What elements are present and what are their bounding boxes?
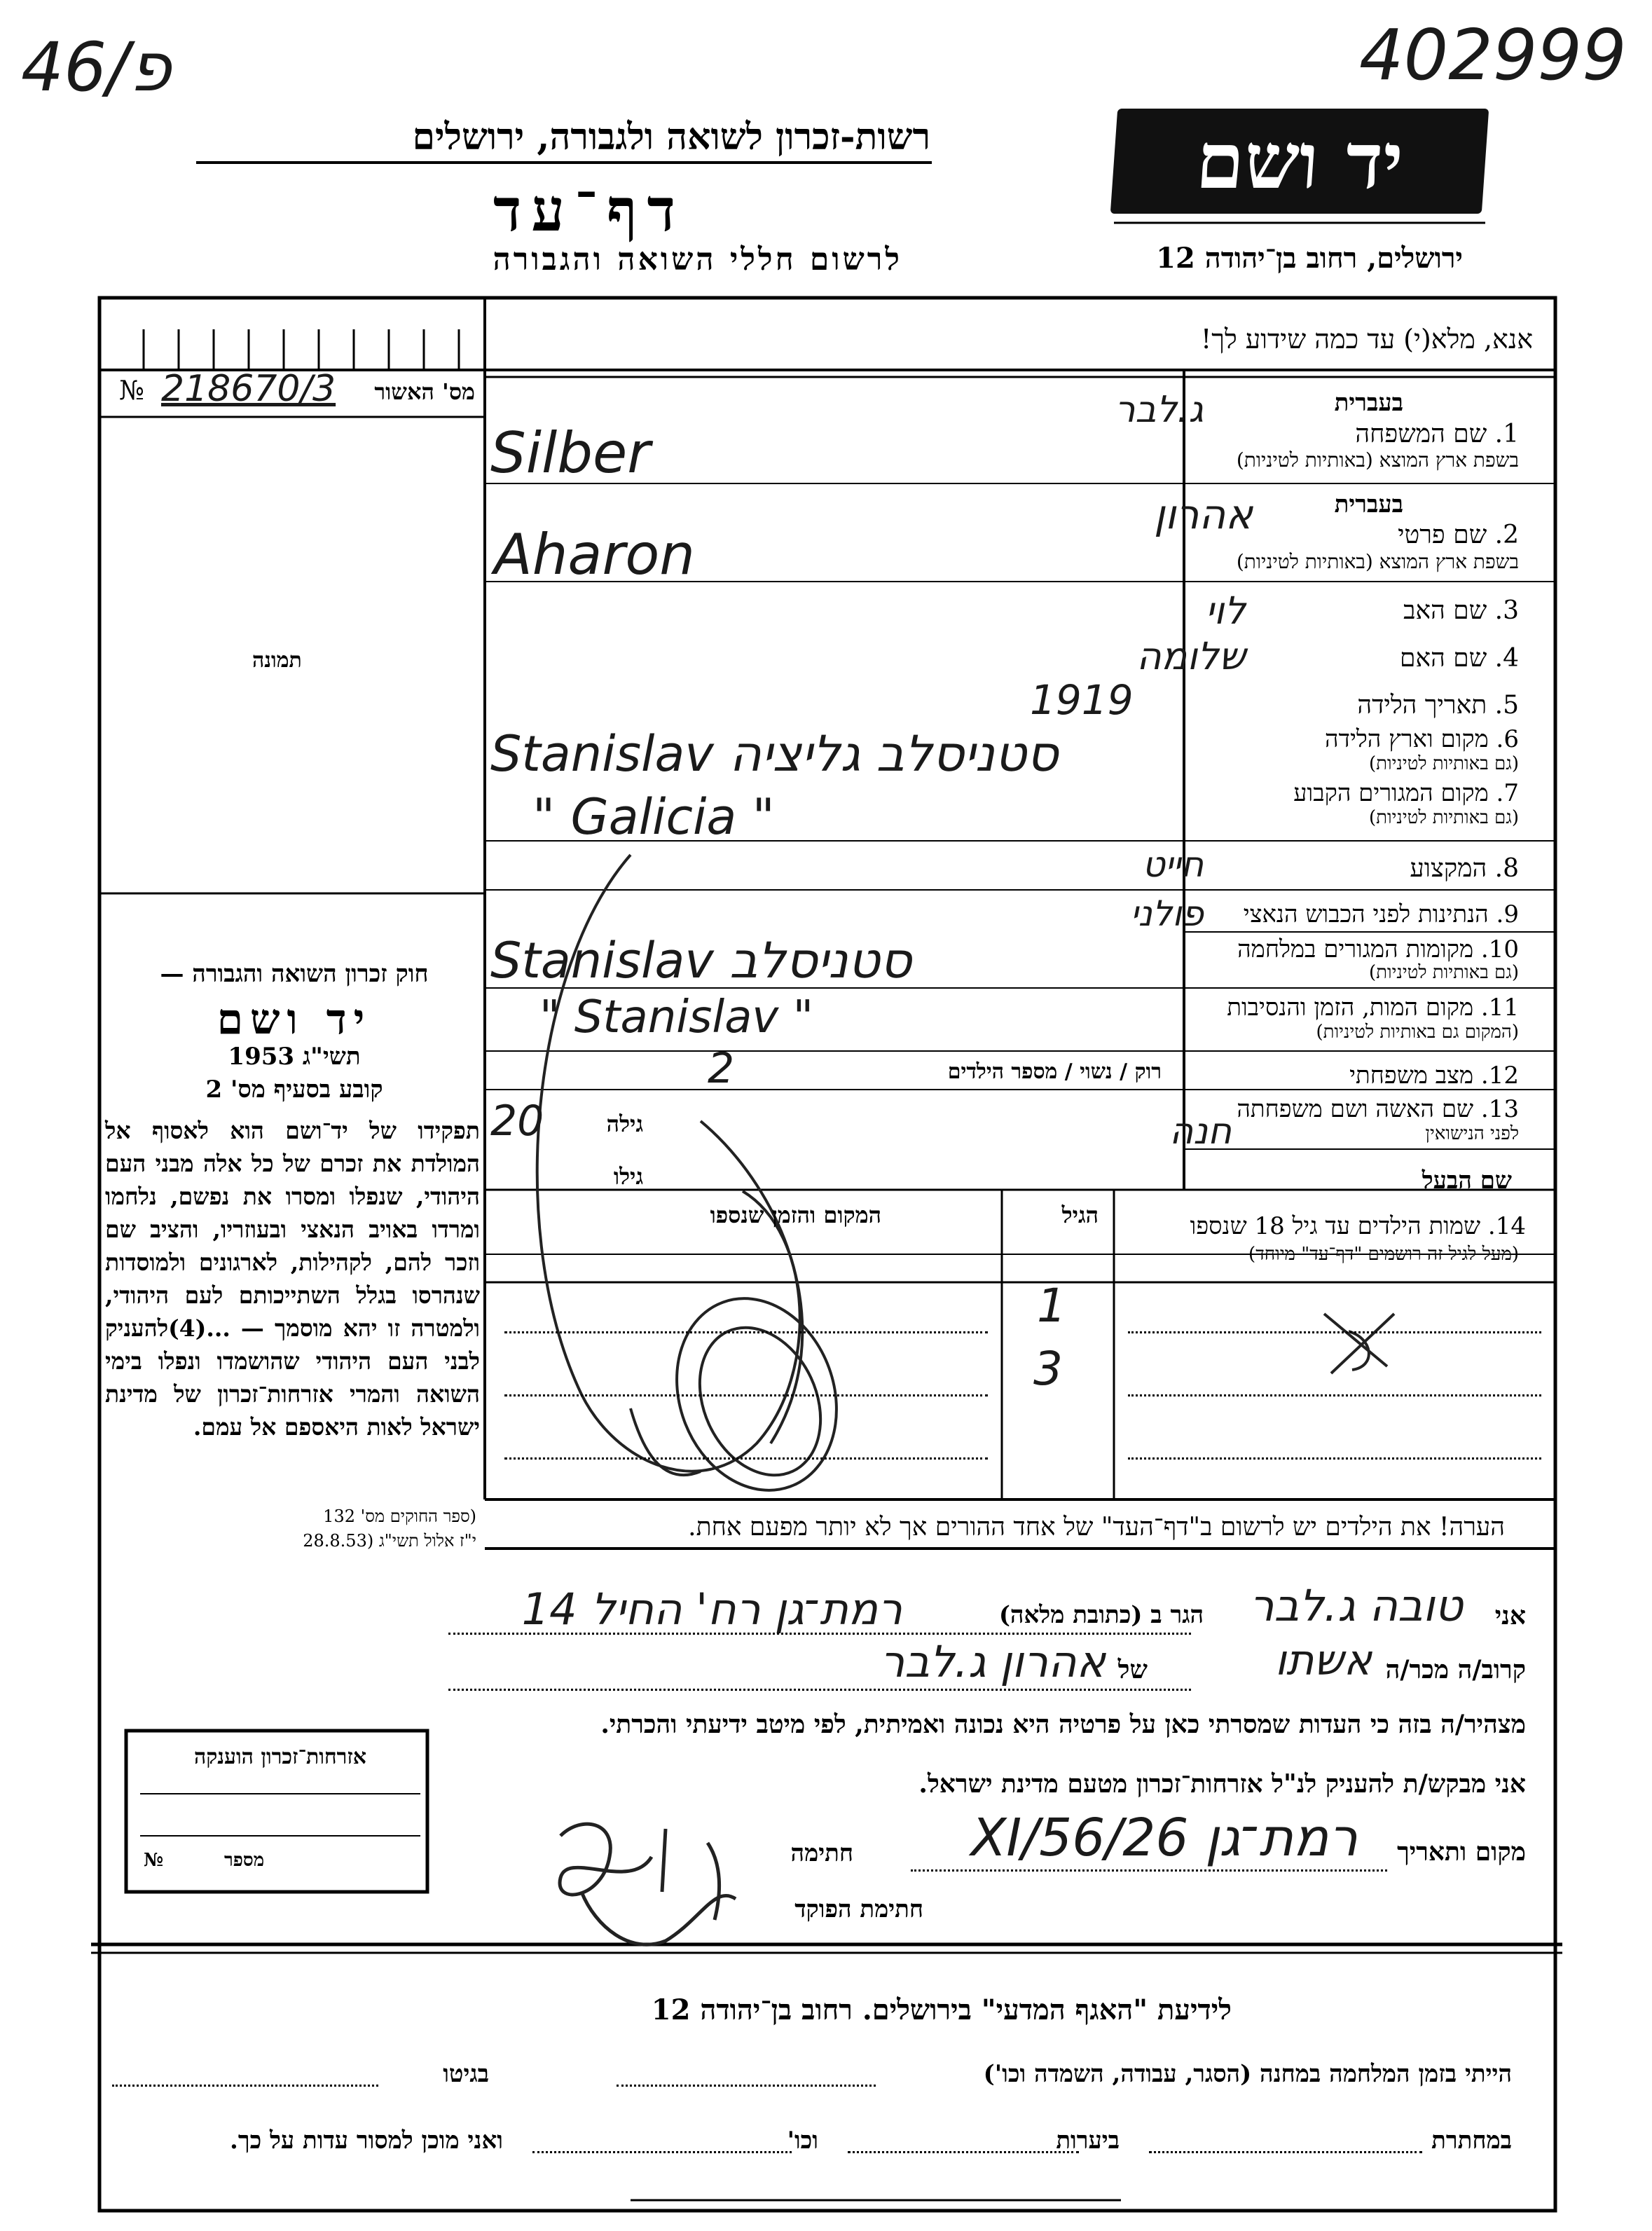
birthplace[interactable]: Stanislav סטניסלב גליציה [490, 725, 1059, 783]
field-1-text: שם המשפחה [1355, 420, 1487, 448]
decl-line [448, 1633, 1191, 1635]
field-11-num: 11. [1480, 994, 1519, 1022]
field-12-text: מצב משפחתי [1349, 1062, 1474, 1090]
death-place[interactable]: " Stanislav " [539, 991, 814, 1043]
field-10-sub: (גם באותיות לטיניות) [1368, 962, 1519, 983]
instruction: אנא, מלא(י) עד כמה שידוע לך! [1201, 324, 1533, 355]
footer-line2-c: וכו' [787, 2127, 818, 2155]
signature-label: חתימה [790, 1839, 853, 1867]
logo-text: יד ושם [1193, 116, 1406, 206]
note: הערה! את הילדים יש לרשום ב"דף־העד" של אחד ההורים אך לא יותר מפעם אחת. [688, 1513, 1505, 1542]
page-subtitle: לרשום חללי השואה והגבורה [493, 242, 902, 277]
decl-request: אני מבקש/ת להעניק לנ"ל אזרחות־זכרון מטעם מדינת ישראל. [918, 1769, 1526, 1799]
wife-name[interactable]: חנה [1169, 1111, 1232, 1153]
field-5-num: 5. [1494, 691, 1519, 720]
footer-line [112, 2085, 378, 2087]
residence[interactable]: " Galicia " [532, 788, 775, 846]
children-header: 14. שמות הילדים עד גיל 18 שנספו [1190, 1212, 1526, 1240]
firstname-latin[interactable]: Aharon [494, 522, 695, 587]
field-12-label [1349, 1062, 1519, 1090]
field-2-lang: בעברית [1334, 490, 1403, 519]
child-2-age[interactable]: 3 [1033, 1342, 1063, 1396]
field-8-num: 8. [1494, 854, 1519, 883]
field-2-label [1398, 520, 1519, 549]
field-1-num: 1. [1494, 420, 1519, 448]
field-7-num: 7. [1496, 779, 1519, 807]
wartime-residence[interactable]: Stanislav סטניסלב [490, 932, 912, 989]
law-section: קובע בסעיף מס' 2 [205, 1076, 383, 1104]
field-4-text: שם האם [1400, 644, 1487, 673]
field-7-text: מקום המגורים הקבוע [1293, 779, 1489, 807]
field-6-num: 6. [1496, 725, 1519, 753]
footer-line [532, 2151, 792, 2153]
declarant-address[interactable]: רמת־גן רח' החיל 14 [521, 1584, 902, 1635]
field-12-num: 12. [1480, 1062, 1519, 1090]
surname-hebrew[interactable]: ג.לבר [1115, 389, 1204, 431]
page-title: דף־עד [493, 175, 685, 245]
footer-line2-a: במחתרת [1431, 2127, 1512, 2155]
children-age-col: הגיל [1061, 1202, 1099, 1228]
children-place-col: המקום והזמן שנספו [710, 1202, 881, 1228]
footer-heading: לידיעת "האגף המדעי" בירושלים. רחוב בן־יהודה 12 [651, 1993, 1232, 2026]
marital-options: רוק / נשוי / מספר הילדים [947, 1059, 1162, 1084]
law-year: תשי"ג 1953 [228, 1043, 361, 1071]
field-13-label [1237, 1095, 1519, 1123]
child-row-line [504, 1457, 988, 1460]
mother-name[interactable]: שלומה [1136, 634, 1246, 678]
field-11-sub: (המקום גם באותיות לטיניות) [1316, 1022, 1519, 1043]
address: ירושלים, רחוב בן־יהודה 12 [1156, 242, 1463, 275]
wife-age[interactable]: 20 [490, 1097, 544, 1146]
nationality[interactable]: פולני [1130, 893, 1204, 934]
firstname-hebrew[interactable]: אהרון [1153, 490, 1253, 538]
husband-age-label: גילו [613, 1163, 643, 1190]
field-7-sub: (גם באותיות לטיניות) [1368, 807, 1519, 828]
authority-name: רשות-זכרון לשואה ולגבורה, ירושלים [412, 116, 930, 158]
children-count[interactable]: 2 [708, 1044, 735, 1093]
field-11-text: מקום המות, הזמן והנסיבות [1227, 994, 1474, 1022]
field-9-num: 9. [1496, 900, 1519, 928]
surname-latin[interactable]: Silber [490, 420, 651, 486]
field-10-label [1237, 935, 1519, 963]
footer-line2-b: ביערות [1056, 2127, 1120, 2155]
law-ref: (ספר החוקים מס' 132 [323, 1506, 476, 1526]
child-row-line [1128, 1457, 1541, 1460]
field-2-sub: בשפת ארץ המוצא (באותיות לטיניות) [1236, 550, 1519, 573]
registration-number: 218670/3 [161, 368, 336, 410]
father-name[interactable]: לוי [1205, 589, 1246, 633]
field-2-num: 2. [1494, 521, 1519, 549]
law-heading: חוק זכרון השואה והגבורה — [160, 960, 429, 988]
yad-vashem-logo [1110, 109, 1489, 214]
place-date-label: מקום ותאריך [1397, 1837, 1526, 1867]
footer-line [617, 2085, 876, 2087]
field-3-text: שם האב [1403, 596, 1487, 625]
footer-line1-a: הייתי בזמן המלחמה במחנה (הסגר, עבודה, השמדה וכו') [983, 2060, 1512, 2088]
registration-label: מס' האשור [374, 378, 475, 405]
decl-relation-value[interactable]: אשתו [1274, 1636, 1372, 1685]
wife-age-label: גילה [606, 1111, 643, 1137]
field-6-text: מקום וארץ הלידה [1325, 725, 1489, 753]
field-3-num: 3. [1494, 596, 1519, 625]
field-8-text: המקצוע [1410, 854, 1487, 883]
footer-line2-d: ואני מוכן למסור עדות על כך. [230, 2127, 503, 2155]
law-ref-date: י"ז אלול תשי"ג (28.8.53 [303, 1531, 476, 1551]
official-signature-label: חתימת הפוקד [794, 1895, 923, 1923]
law-body: תפקידו של יד־ושם הוא לאסוף אל המולדת את זכרם של כל אלה מבני העם היהודי, שנפלו ומסרו את נפשם, נלחמו ומרדו באויב הנאצי ובעוזריו, והציב שם וזכר להם, לקהילות, לארגונים ולמוסדות שנהרסו בגלל השתייכותם לעם היהודי, ולמטרה זו יהא מוסמך — ...(4)להעניק לבני העם היהודי שהושמדו ונפלו בימי השואה והמרי אזרחות־זכרון של מדינת ישראל לאות היאספם אל עמם. [105, 1117, 480, 1441]
field-2-text: שם פרטי [1398, 521, 1487, 549]
children-header-sub: (מעל לגיל זה רושמים "דף־עד" מיוחד) [1248, 1244, 1519, 1265]
child-row-line [1128, 1394, 1541, 1396]
field-4-num: 4. [1494, 644, 1519, 673]
field-6-sub: (גם באותיות לטיניות) [1368, 753, 1519, 774]
law-name: יד ושם [216, 995, 372, 1044]
decl-certify: מצהיר/ה בזה כי העדות שמסרתי כאן על פרטיה היא נכונה ואמיתית, לפי מיטב ידיעתי והכרתי. [600, 1710, 1526, 1739]
field-5-text: תאריך הלידה [1357, 691, 1487, 720]
child-row-line [504, 1331, 988, 1333]
decl-line [911, 1869, 1387, 1872]
field-13-num: 13. [1480, 1095, 1519, 1123]
field-9-label [1244, 900, 1519, 928]
profession[interactable]: חייט [1142, 844, 1204, 885]
field-10-text: מקומות המגורים במלחמה [1237, 935, 1474, 963]
place-date-value[interactable]: רמת־גן 26/XI/56 [970, 1808, 1358, 1868]
field-1-lang: בעברית [1334, 389, 1403, 417]
field-6-label [1325, 725, 1519, 753]
decl-of-value[interactable]: אהרון ג.לבר [880, 1636, 1106, 1687]
field-7-label [1293, 779, 1519, 807]
top-left-handwriting: 46/פ [21, 28, 172, 107]
decl-line [448, 1689, 1191, 1691]
citizenship-number-prefix: № [144, 1850, 164, 1871]
footer-line [848, 2151, 1079, 2153]
field-1-sub: בשפת ארץ המוצא (באותיות לטיניות) [1236, 448, 1519, 472]
birth-date[interactable]: 1919 [1030, 676, 1134, 724]
child-1-age[interactable]: 1 [1037, 1279, 1066, 1333]
field-13-text: שם האשה ושם משפחתה [1237, 1095, 1474, 1123]
citizenship-title: אזרחות־זכרון הוענקה [193, 1745, 367, 1769]
decl-ani: אני [1494, 1601, 1526, 1631]
footer-line1-b: בגיטו [443, 2060, 489, 2088]
decl-relation-label: קרוב/ה מכר/ה [1385, 1655, 1526, 1684]
field-4-label [1400, 643, 1519, 673]
declarant-name[interactable]: טובה ג.לבר [1249, 1580, 1463, 1631]
field-3-label [1403, 596, 1519, 625]
field-9-text: הנתינות לפני הכבוש הנאצי [1243, 900, 1489, 928]
citizenship-number-label: מספר [224, 1850, 265, 1871]
photo-label: תמונה [252, 648, 302, 673]
field-13-sub: לפני הנישואין [1425, 1123, 1519, 1144]
child-row-line [1128, 1331, 1541, 1333]
field-10-num: 10. [1480, 935, 1519, 963]
decl-resident-label: הגר ב (כתובת מלאה) [998, 1601, 1204, 1629]
registration-prefix: № [119, 375, 144, 406]
top-right-handwriting: 402999 [1359, 14, 1627, 96]
field-5-label [1357, 690, 1519, 720]
field-11-label [1227, 994, 1519, 1022]
child-row-line [504, 1394, 988, 1396]
decl-of-label: של [1117, 1655, 1148, 1684]
footer-line [1149, 2151, 1422, 2153]
husband-label: שם הבעל [1422, 1167, 1512, 1195]
field-8-label [1410, 853, 1519, 883]
field-1-label [1355, 419, 1519, 448]
